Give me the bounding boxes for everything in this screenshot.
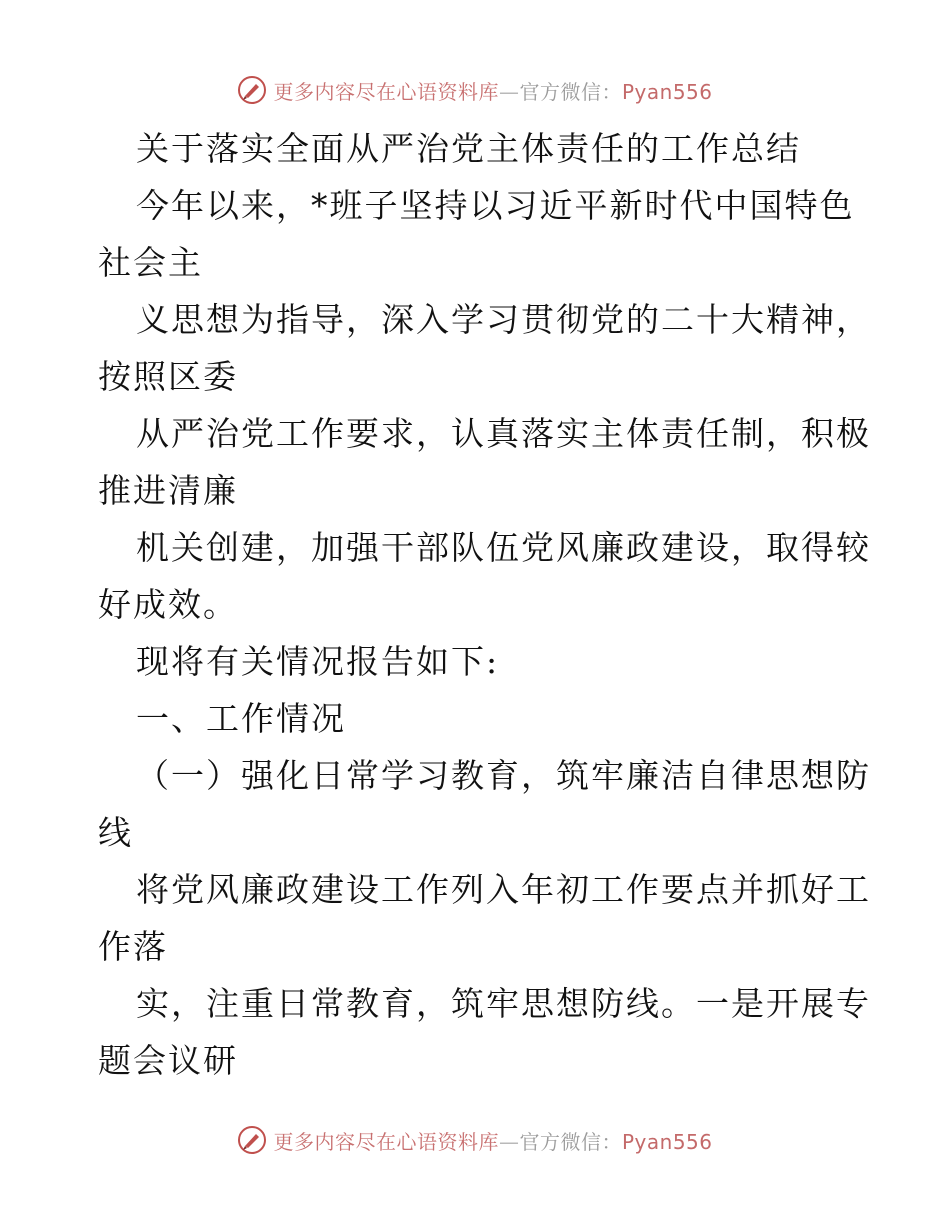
text-line: （一）强化日常学习教育，筑牢廉洁自律思想防 — [136, 756, 871, 795]
watermark-text — [273, 1126, 712, 1155]
watermark-label: 官方微信： — [519, 1129, 622, 1154]
watermark-id: Pyan556 — [621, 1129, 713, 1154]
pen-logo-icon — [237, 1125, 267, 1155]
text-line: 一、工作情况 — [136, 699, 346, 738]
text-line: 今年以来，*班子坚持以习近平新时代中国特色 — [136, 186, 855, 225]
watermark-site: 更多内容尽在心语资料库 — [273, 1129, 499, 1154]
watermark-separator: — — [498, 79, 520, 104]
text-line: 将党风廉政建设工作列入年初工作要点并抓好工 — [136, 870, 871, 909]
text-line: 作落 — [98, 927, 168, 966]
text-line: 义思想为指导，深入学习贯彻党的二十大精神， — [136, 300, 871, 339]
text-line: 线 — [98, 813, 133, 852]
document-body — [98, 120, 871, 1089]
watermark-site: 更多内容尽在心语资料库 — [273, 79, 499, 104]
text-line: 好成效。 — [98, 585, 238, 624]
text-line: 关于落实全面从严治党主体责任的工作总结 — [136, 129, 801, 168]
text-line: 推进清廉 — [98, 471, 238, 510]
watermark-id: Pyan556 — [621, 79, 713, 104]
text-line: 社会主 — [98, 243, 203, 282]
footer-watermark — [0, 1120, 950, 1160]
watermark-label: 官方微信： — [519, 79, 622, 104]
header-watermark — [0, 70, 950, 110]
watermark-text — [273, 76, 712, 105]
watermark-separator: — — [498, 1129, 520, 1154]
pen-logo-icon — [237, 75, 267, 105]
text-line: 现将有关情况报告如下: — [136, 642, 500, 681]
text-line: 从严治党工作要求，认真落实主体责任制，积极 — [136, 414, 871, 453]
text-line: 实，注重日常教育，筑牢思想防线。一是开展专 — [136, 984, 871, 1023]
text-line: 机关创建，加强干部队伍党风廉政建设，取得较 — [136, 528, 871, 567]
text-line: 题会议研 — [98, 1041, 238, 1080]
text-line: 按照区委 — [98, 357, 238, 396]
